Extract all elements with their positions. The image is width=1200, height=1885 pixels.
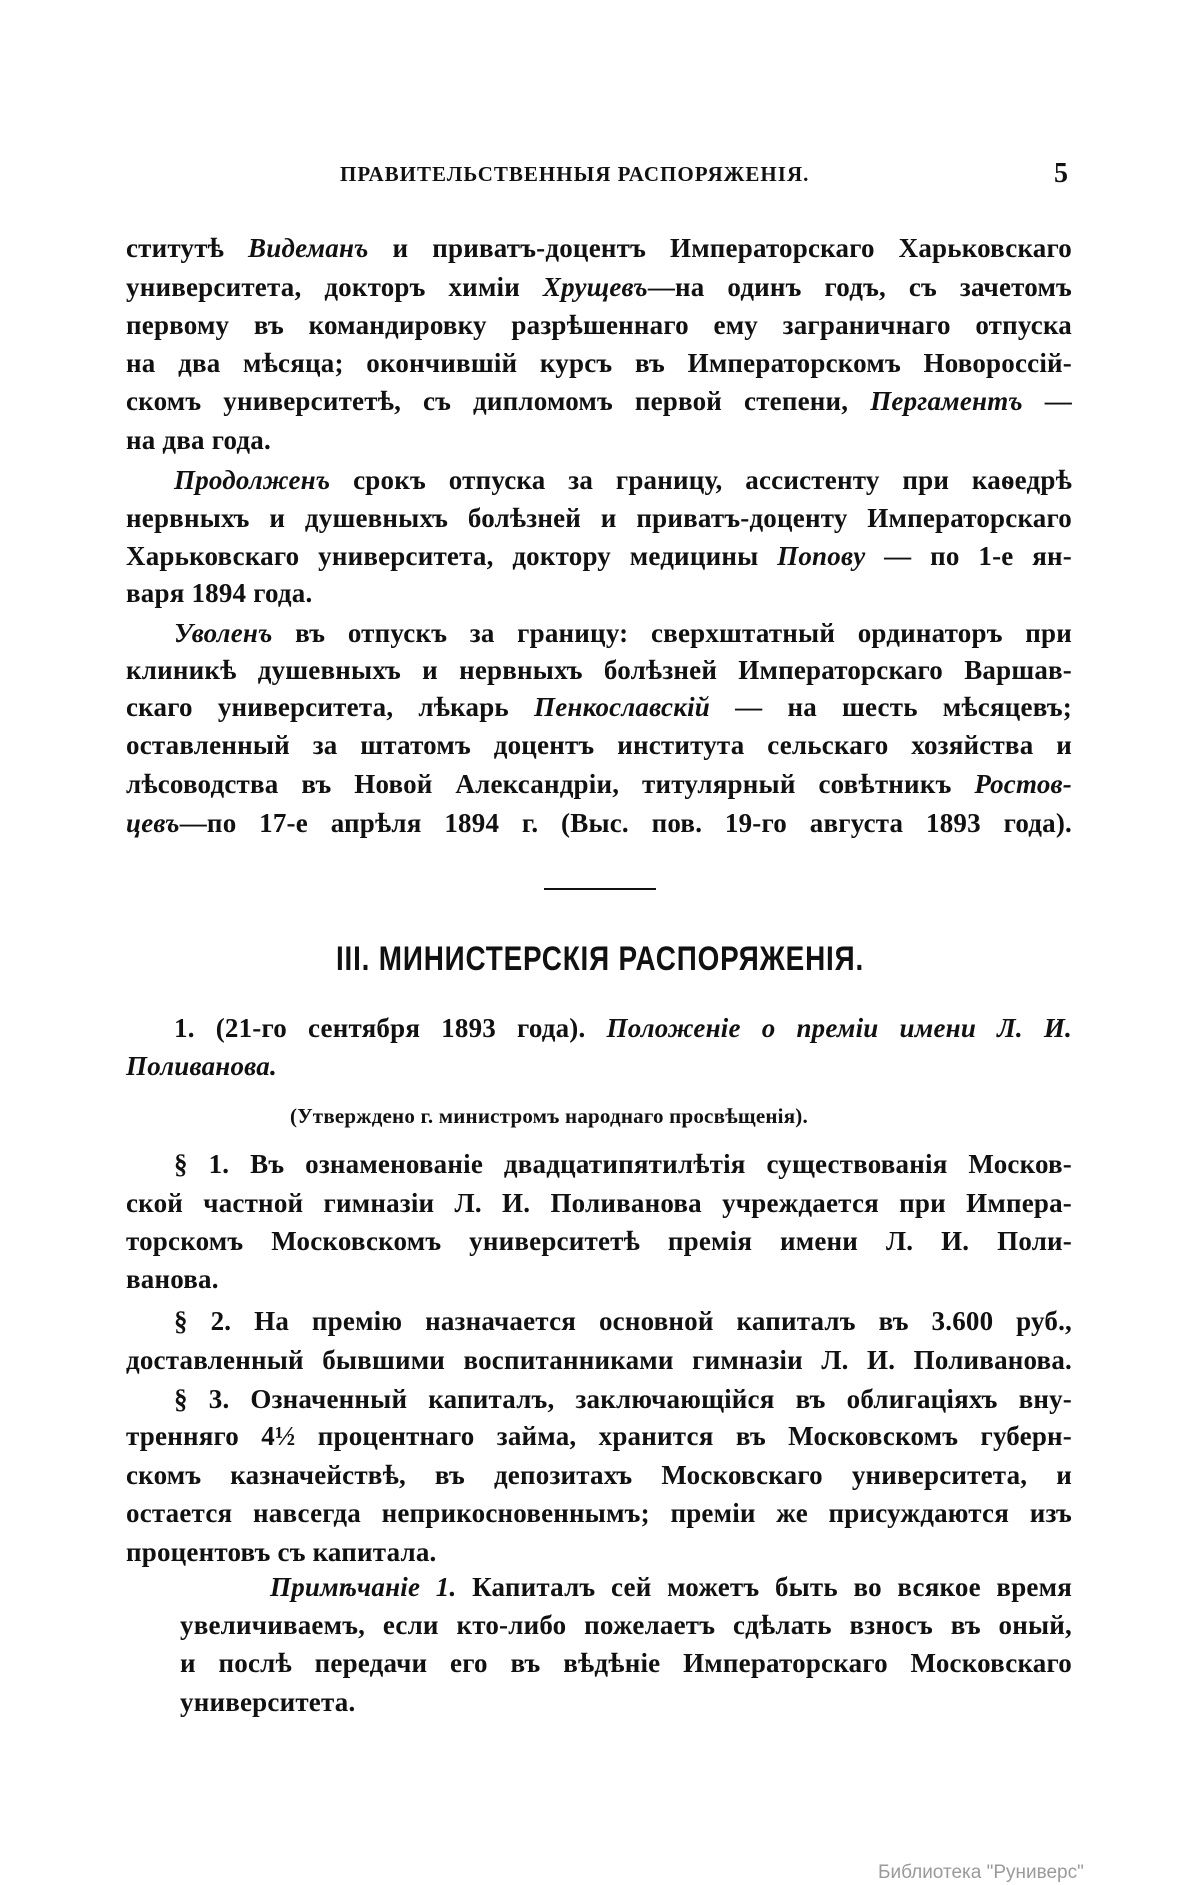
text-line: [126, 232, 1072, 264]
text: 1. (21-го сентября 1893 года).: [174, 1013, 607, 1043]
text: увеличиваемъ, если кто-либо пожелаетъ сдѣлать взносъ въ оный,: [180, 1610, 1072, 1640]
text-line: [290, 1100, 808, 1132]
text: — по 1-е ян-: [865, 541, 1072, 571]
text: торскомъ Московскомъ университетѣ премія имени Л. И. Поли-: [126, 1226, 1072, 1256]
italic-text: Поливанова.: [126, 1051, 277, 1081]
library-watermark: Библиотека "Руниверс": [878, 1862, 1084, 1883]
text-line: [126, 1187, 1072, 1219]
text-line: [126, 768, 1072, 800]
text: ванова.: [126, 1264, 219, 1294]
text-line: [126, 502, 1072, 534]
text-line: [126, 1344, 1072, 1376]
running-header: ПРАВИТЕЛЬСТВЕННЫЯ РАСПОРЯЖЕНІЯ.: [340, 162, 810, 186]
text: Харьковскаго университета, доктору медицины: [126, 541, 778, 571]
text-line: [180, 1647, 1072, 1679]
text-line: [126, 385, 1072, 417]
text-line: [174, 1383, 1072, 1415]
text-line: [174, 1148, 1072, 1180]
italic-text: Уволенъ: [174, 618, 273, 648]
text-line: [126, 1536, 437, 1568]
text: скаго университета, лѣкарь: [126, 692, 535, 722]
text: ской частной гимназіи Л. И. Поливанова учреждается при Импера-: [126, 1188, 1072, 1218]
text-line: [126, 654, 1072, 686]
text-line: [126, 271, 1072, 303]
text: (Утверждено г. министромъ народнаго просвѣщенія).: [290, 1104, 808, 1128]
text-line: [126, 1050, 277, 1082]
text: университета.: [180, 1687, 356, 1717]
italic-text: Примѣчаніе 1.: [270, 1572, 457, 1602]
text: и послѣ передачи его въ вѣдѣніе Императорскаго Московскаго: [180, 1648, 1072, 1678]
text: скомъ университетѣ, съ дипломомъ первой степени,: [126, 386, 871, 416]
page-number: 5: [1054, 158, 1068, 189]
italic-text: Пергаментъ: [870, 386, 1023, 416]
text: —по 17-е апрѣля 1894 г. (Выс. пов. 19-го августа 1893 года).: [179, 808, 1072, 838]
italic-text: Видеманъ: [248, 233, 369, 263]
italic-text: цевъ: [126, 808, 180, 838]
text-line: [126, 347, 1072, 379]
text-line: [126, 309, 1072, 341]
section-heading: III. МИНИСТЕРСКІЯ РАСПОРЯЖЕНІЯ.: [335, 940, 865, 978]
text-line: [126, 540, 1072, 572]
text: оставленный за штатомъ доцентъ института сельскаго хозяйства и: [126, 730, 1072, 760]
text: на два года.: [126, 425, 271, 455]
text: первому въ командировку разрѣшеннаго ему заграничнаго отпуска: [126, 310, 1072, 340]
text-line: [126, 1497, 1072, 1529]
italic-text: Положеніе о преміи имени Л. И.: [606, 1013, 1072, 1043]
text: § 2. На премію назначается основной капиталъ въ 3.600 руб.,: [174, 1306, 1072, 1336]
text: скомъ казначействѣ, въ депозитахъ Московскаго университета, и: [126, 1460, 1072, 1490]
text-line: [126, 1459, 1072, 1491]
section-divider: [544, 888, 656, 890]
italic-text: Ростов-: [974, 769, 1072, 799]
text-line: [270, 1571, 1072, 1603]
text: на два мѣсяца; окончившій курсъ въ Императорскомъ Новороссій-: [126, 348, 1072, 378]
text: срокъ отпуска за границу, ассистенту при каѳедрѣ: [330, 465, 1072, 495]
text: ститутѣ: [126, 233, 249, 263]
text-line: [126, 577, 312, 609]
text: § 1. Въ ознаменованіе двадцатипятилѣтія существованія Москов-: [174, 1149, 1072, 1179]
text-line: [126, 424, 271, 456]
text-line: [126, 691, 1072, 723]
text: —: [1022, 386, 1072, 416]
italic-text: Хрущевъ: [542, 272, 648, 302]
text: въ отпускъ за границу: сверхштатный ординаторъ при: [272, 618, 1072, 648]
text: тренняго 4½ процентнаго займа, хранится въ Московскомъ губерн-: [126, 1421, 1072, 1451]
text: лѣсоводства въ Новой Александріи, титулярный совѣтникъ: [126, 769, 975, 799]
text-line: [174, 464, 1072, 496]
text: доставленный бывшими воспитанниками гимназіи Л. И. Поливанова.: [126, 1345, 1072, 1375]
italic-text: Пенкославскій: [534, 692, 710, 722]
text: —на одинъ годъ, съ зачетомъ: [647, 272, 1072, 302]
text-line: [174, 617, 1072, 649]
text-line: [174, 1012, 1072, 1044]
italic-text: Продолженъ: [174, 465, 331, 495]
text: — на шесть мѣсяцевъ;: [710, 692, 1072, 722]
text-line: [174, 1305, 1072, 1337]
text-line: [126, 1263, 219, 1295]
text: нервныхъ и душевныхъ болѣзней и приватъ-доценту Императорскаго: [126, 503, 1072, 533]
text-line: [126, 807, 1072, 839]
text: процентовъ съ капитала.: [126, 1537, 437, 1567]
text: университета, докторъ химіи: [126, 272, 543, 302]
text-line: [180, 1686, 355, 1718]
text: и приватъ-доцентъ Императорскаго Харьковскаго: [368, 233, 1072, 263]
text: клиникѣ душевныхъ и нервныхъ болѣзней Императорскаго Варшав-: [126, 655, 1072, 685]
text: варя 1894 года.: [126, 578, 313, 608]
text-line: [126, 1420, 1072, 1452]
text: § 3. Означенный капиталъ, заключающійся въ облигаціяхъ вну-: [174, 1384, 1072, 1414]
text-line: [180, 1609, 1072, 1641]
text-line: [126, 729, 1072, 761]
text-line: [126, 1225, 1072, 1257]
text: Капиталъ сей можетъ быть во всякое время: [456, 1572, 1073, 1602]
italic-text: Попову: [777, 541, 866, 571]
text: остается навсегда неприкосновеннымъ; преміи же присуждаются изъ: [126, 1498, 1072, 1528]
